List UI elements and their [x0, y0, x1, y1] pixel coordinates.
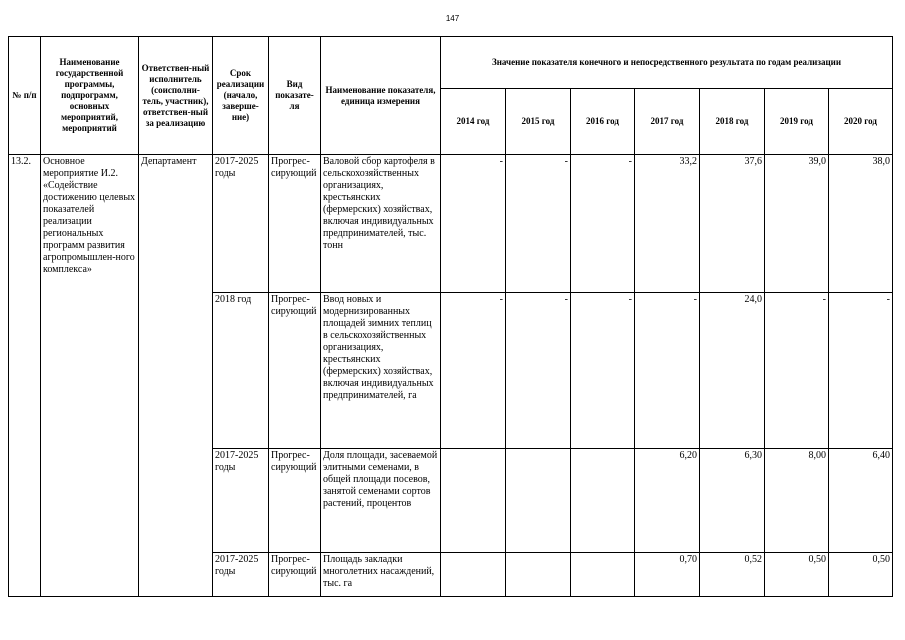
value-cell: 0,50 — [765, 553, 829, 597]
row-kind: Прогрес-сирующий — [269, 553, 321, 597]
value-cell: - — [829, 293, 893, 449]
row-kind: Прогрес-сирующий — [269, 293, 321, 449]
row-period: 2017-2025 годы — [213, 155, 269, 293]
row-indicator: Доля площади, засеваемой элитными семенами, в общей площади посевов, занятой семенами сортов растений, процентов — [321, 449, 441, 553]
value-cell: - — [506, 293, 571, 449]
header-year-2015: 2015 год — [506, 89, 571, 155]
header-year-2014: 2014 год — [441, 89, 506, 155]
row-kind: Прогрес-сирующий — [269, 449, 321, 553]
header-indicator: Наименование показателя, единица измерения — [321, 37, 441, 155]
value-cell: - — [441, 293, 506, 449]
row-period: 2017-2025 годы — [213, 449, 269, 553]
header-name: Наименование государственной программы, подпрограмм, основных мероприятий, мероприятий — [41, 37, 139, 155]
section-num: 13.2. — [9, 155, 41, 597]
value-cell: 0,70 — [635, 553, 700, 597]
value-cell: 24,0 — [700, 293, 765, 449]
value-cell: 6,30 — [700, 449, 765, 553]
header-year-2016: 2016 год — [571, 89, 635, 155]
value-cell: 39,0 — [765, 155, 829, 293]
header-year-2020: 2020 год — [829, 89, 893, 155]
results-table — [8, 36, 893, 597]
section-name: Основное мероприятие И.2. «Содействие достижению целевых показателей реализации региональных программ развития агропромышлен-ного комплекса» — [41, 155, 139, 597]
value-cell: - — [571, 155, 635, 293]
value-cell: 0,52 — [700, 553, 765, 597]
row-indicator: Ввод новых и модернизированных площадей зимних теплиц в сельскохозяйственных организациях, крестьянских (фермерских) хозяйствах, включая индивидуальных предпринимателей, га — [321, 293, 441, 449]
value-cell: - — [571, 293, 635, 449]
header-num: № п/п — [9, 37, 41, 155]
header-period: Срок реализации (начало, заверше-ние) — [213, 37, 269, 155]
row-period: 2018 год — [213, 293, 269, 449]
header-year-2019: 2019 год — [765, 89, 829, 155]
section-responsible: Департамент — [139, 155, 213, 597]
header-values-group: Значение показателя конечного и непосредственного результата по годам реализации — [441, 37, 893, 89]
value-cell — [571, 449, 635, 553]
value-cell: - — [506, 155, 571, 293]
header-kind: Вид показате-ля — [269, 37, 321, 155]
value-cell: 6,20 — [635, 449, 700, 553]
value-cell: - — [765, 293, 829, 449]
value-cell — [441, 553, 506, 597]
header-year-2017: 2017 год — [635, 89, 700, 155]
row-period: 2017-2025 годы — [213, 553, 269, 597]
table-row — [9, 155, 893, 293]
value-cell: - — [441, 155, 506, 293]
value-cell: 0,50 — [829, 553, 893, 597]
value-cell: 37,6 — [700, 155, 765, 293]
value-cell: 8,00 — [765, 449, 829, 553]
value-cell: - — [635, 293, 700, 449]
value-cell — [506, 449, 571, 553]
value-cell: 33,2 — [635, 155, 700, 293]
value-cell — [441, 449, 506, 553]
value-cell: 38,0 — [829, 155, 893, 293]
row-indicator: Валовой сбор картофеля в сельскохозяйственных организациях, крестьянских (фермерских) хозяйствах, включая индивидуальных предпринимателей, тыс. тонн — [321, 155, 441, 293]
header-year-2018: 2018 год — [700, 89, 765, 155]
value-cell — [506, 553, 571, 597]
page-number: 147 — [445, 14, 460, 23]
header-responsible: Ответствен-ный исполнитель (соисполни-тель, участник), ответствен-ный за реализацию — [139, 37, 213, 155]
value-cell — [571, 553, 635, 597]
row-indicator: Площадь закладки многолетних насаждений, тыс. га — [321, 553, 441, 597]
row-kind: Прогрес-сирующий — [269, 155, 321, 293]
value-cell: 6,40 — [829, 449, 893, 553]
